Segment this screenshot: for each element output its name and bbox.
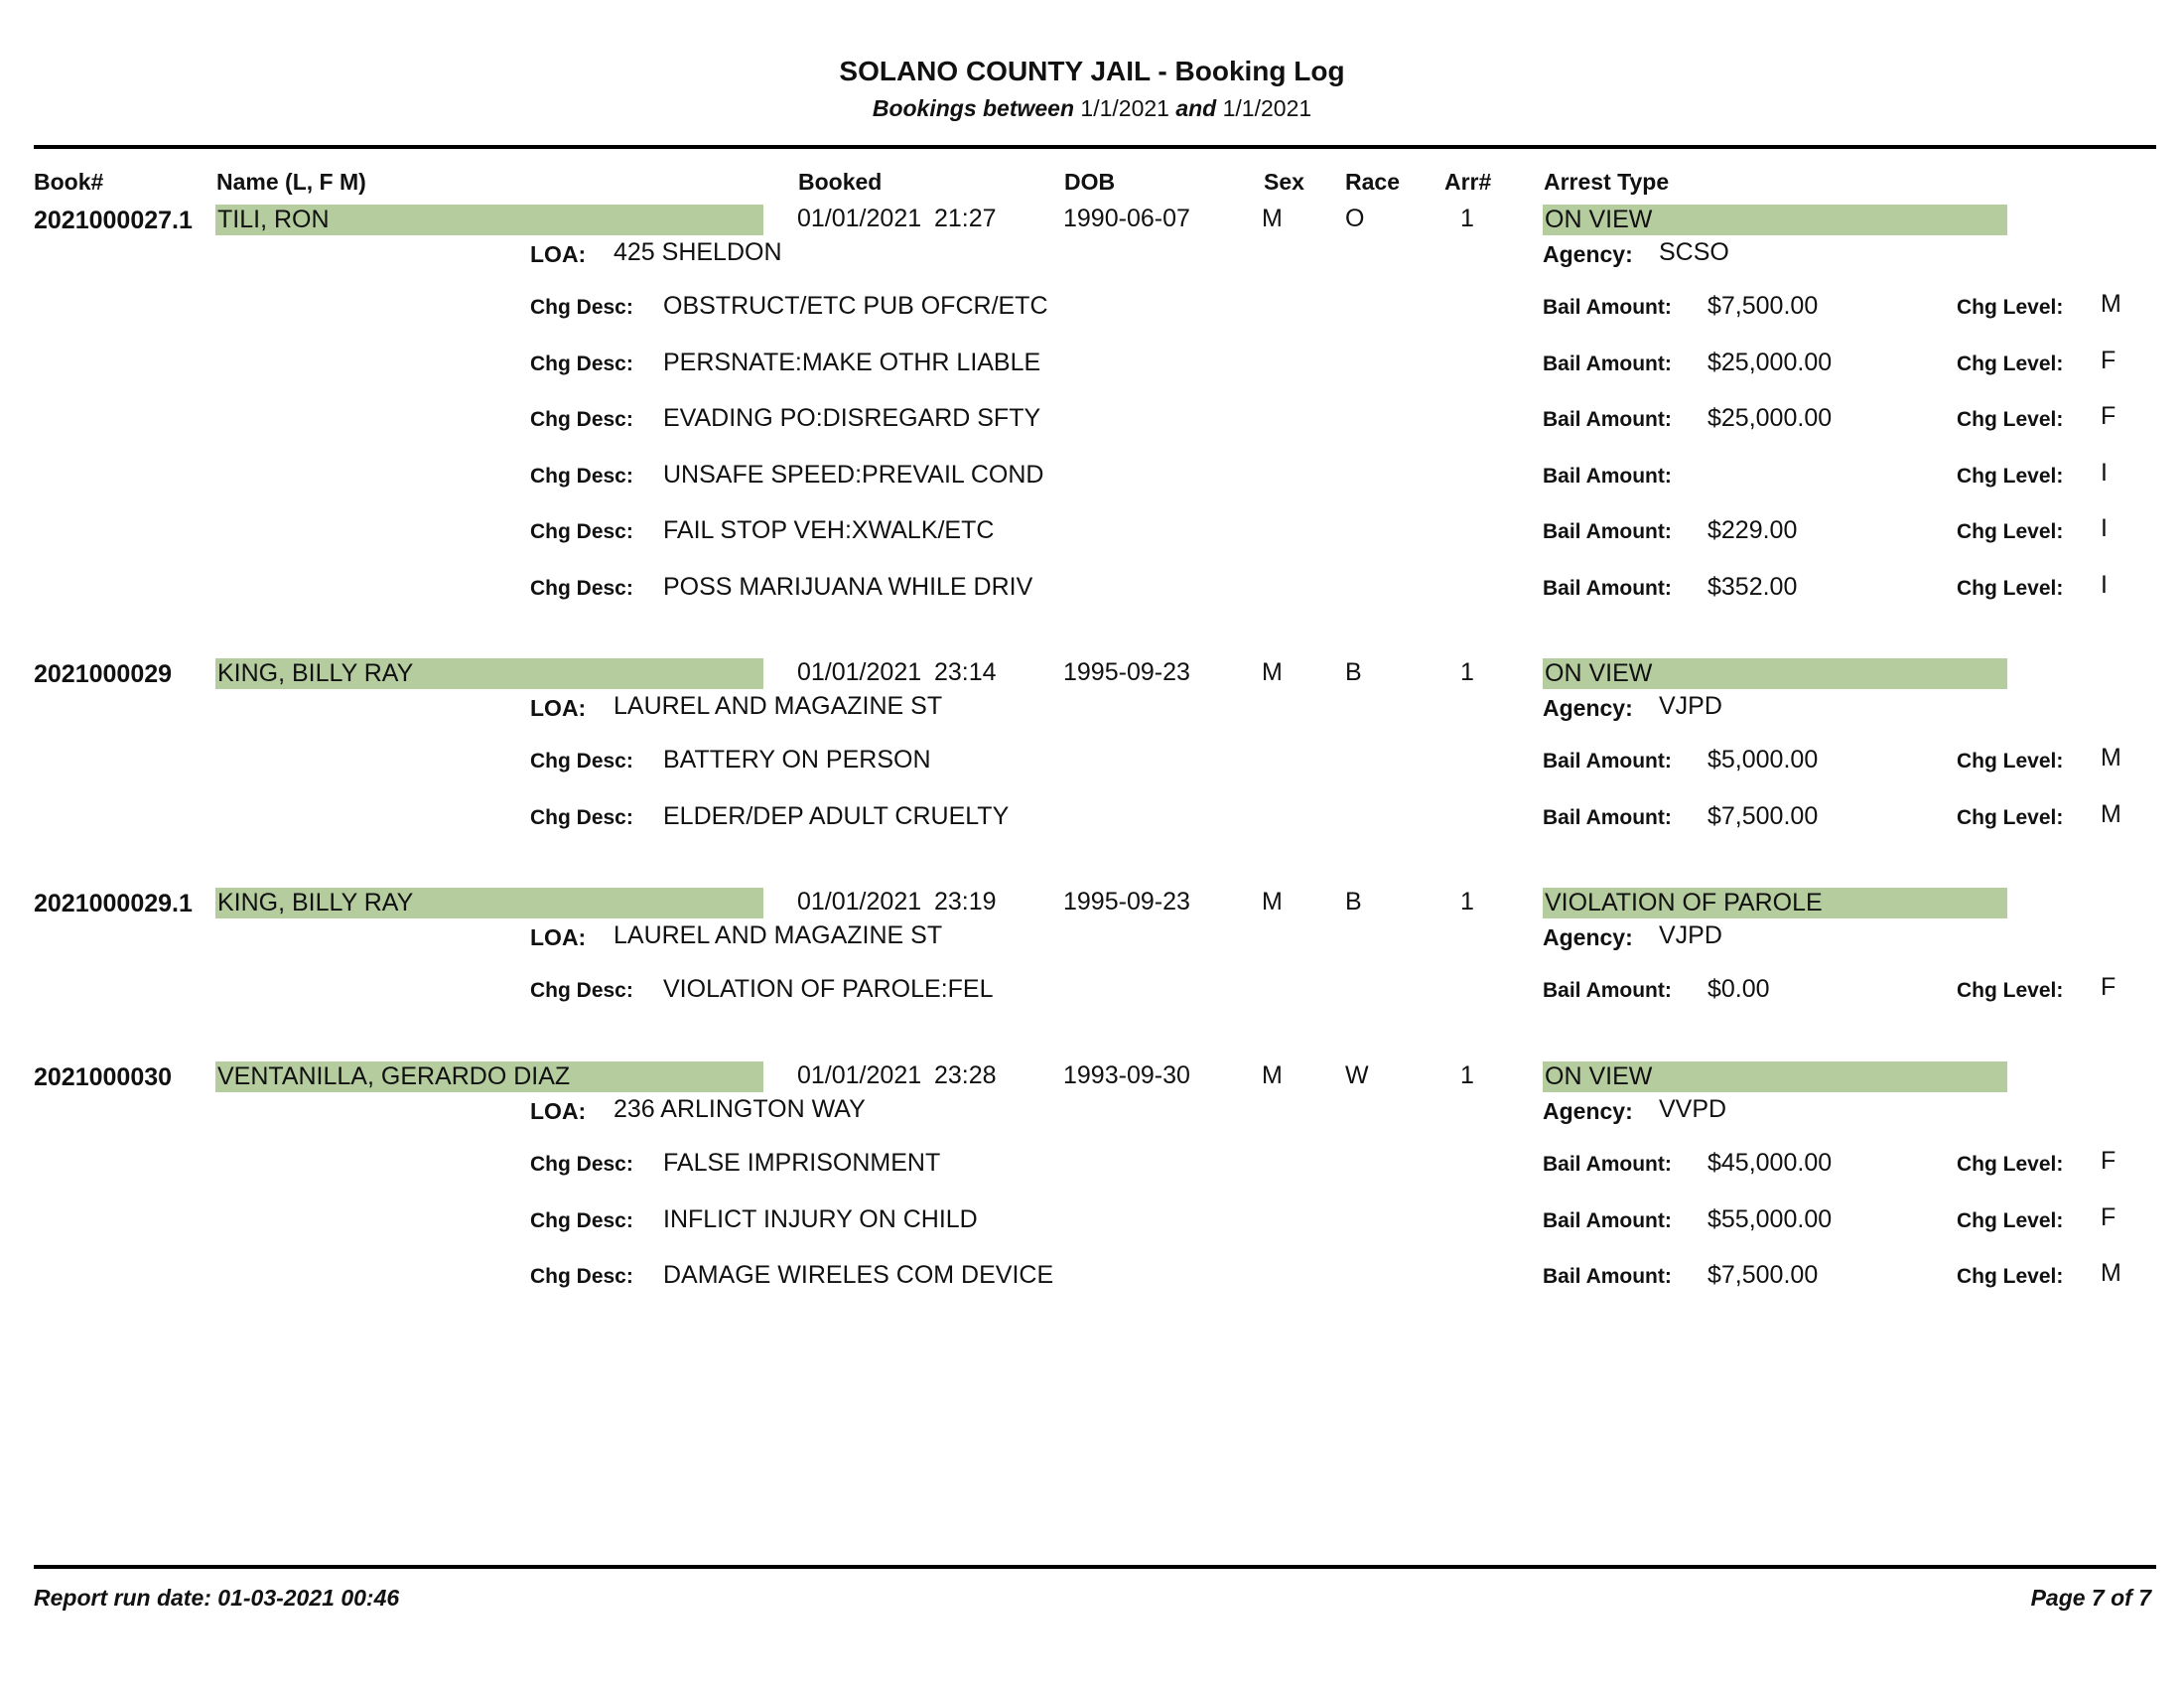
chg-level-value: M: [2101, 1259, 2121, 1287]
chg-level-label: Chg Level:: [1957, 352, 2064, 375]
bail-amount-label: Bail Amount:: [1543, 1265, 1672, 1288]
loa-value: LAUREL AND MAGAZINE ST: [614, 921, 943, 949]
bail-amount-label: Bail Amount:: [1543, 520, 1672, 543]
arrest-type: VIOLATION OF PAROLE: [1543, 888, 2007, 918]
chg-desc-label: Chg Desc:: [530, 520, 633, 543]
bail-amount-value: $25,000.00: [1707, 404, 1833, 432]
chg-desc-label: Chg Desc:: [530, 1153, 633, 1176]
loa-value: LAUREL AND MAGAZINE ST: [614, 692, 943, 720]
chg-level-value: F: [2101, 1202, 2116, 1231]
agency-label: Agency:: [1543, 924, 1633, 950]
arrest-number: 1: [1460, 205, 1474, 232]
arrest-number: 1: [1460, 888, 1474, 915]
loa-value: 236 ARLINGTON WAY: [614, 1095, 866, 1123]
col-booked: Booked: [798, 169, 883, 195]
start-date: 1/1/2021: [1080, 95, 1169, 121]
chg-desc-value: EVADING PO:DISREGARD SFTY: [663, 404, 1041, 432]
sex: M: [1262, 1061, 1283, 1089]
booked-time: 21:27: [934, 205, 997, 232]
book-number: 2021000030: [34, 1063, 173, 1091]
chg-desc-label: Chg Desc:: [530, 1265, 633, 1288]
bail-amount-value: $0.00: [1707, 975, 1770, 1003]
dob: 1995-09-23: [1063, 888, 1190, 915]
chg-level-label: Chg Level:: [1957, 408, 2064, 431]
chg-desc-value: FAIL STOP VEH:XWALK/ETC: [663, 516, 995, 544]
chg-level-label: Chg Level:: [1957, 464, 2064, 488]
race: B: [1345, 888, 1362, 915]
subtitle-and: and: [1175, 95, 1217, 121]
col-sex: Sex: [1264, 169, 1304, 195]
loa-label: LOA:: [530, 695, 587, 721]
chg-level-label: Chg Level:: [1957, 805, 2064, 829]
booked-date: 01/01/2021: [797, 888, 922, 915]
chg-desc-value: INFLICT INJURY ON CHILD: [663, 1204, 978, 1233]
bail-amount-value: $45,000.00: [1707, 1149, 1833, 1177]
chg-level-value: F: [2101, 973, 2116, 1001]
chg-desc-label: Chg Desc:: [530, 979, 633, 1002]
chg-desc-value: OBSTRUCT/ETC PUB OFCR/ETC: [663, 292, 1048, 320]
bail-amount-value: $25,000.00: [1707, 348, 1833, 376]
bail-amount-label: Bail Amount:: [1543, 576, 1672, 600]
chg-desc-value: POSS MARIJUANA WHILE DRIV: [663, 572, 1033, 601]
chg-level-value: F: [2101, 1147, 2116, 1175]
booking-name: KING, BILLY RAY: [215, 658, 763, 689]
chg-desc-value: PERSNATE:MAKE OTHR LIABLE: [663, 348, 1041, 376]
loa-value: 425 SHELDON: [614, 238, 782, 266]
bail-amount-label: Bail Amount:: [1543, 352, 1672, 375]
chg-level-label: Chg Level:: [1957, 1153, 2064, 1176]
booked-date: 01/01/2021: [797, 1061, 922, 1089]
footer-rule: [34, 1565, 2156, 1569]
booking-name: VENTANILLA, GERARDO DIAZ: [215, 1061, 763, 1092]
bail-amount-label: Bail Amount:: [1543, 979, 1672, 1002]
arrest-number: 1: [1460, 658, 1474, 686]
agency-value: VJPD: [1659, 692, 1722, 720]
bail-amount-label: Bail Amount:: [1543, 1208, 1672, 1232]
page-number: Page 7 of 7: [2030, 1585, 2151, 1611]
bail-amount-label: Bail Amount:: [1543, 805, 1672, 829]
booking-name: TILI, RON: [215, 205, 763, 235]
loa-label: LOA:: [530, 924, 587, 950]
dob: 1995-09-23: [1063, 658, 1190, 686]
chg-desc-value: ELDER/DEP ADULT CRUELTY: [663, 801, 1010, 830]
bail-amount-value: $7,500.00: [1707, 1261, 1819, 1289]
chg-desc-label: Chg Desc:: [530, 464, 633, 488]
chg-level-value: I: [2101, 570, 2108, 599]
agency-value: SCSO: [1659, 238, 1729, 266]
race: O: [1345, 205, 1365, 232]
chg-desc-label: Chg Desc:: [530, 1208, 633, 1232]
report-title: SOLANO COUNTY JAIL - Booking Log: [839, 56, 1345, 86]
col-dob: DOB: [1064, 169, 1116, 195]
chg-desc-label: Chg Desc:: [530, 750, 633, 773]
chg-level-value: M: [2101, 799, 2121, 828]
col-race: Race: [1345, 169, 1400, 195]
bail-amount-value: $229.00: [1707, 516, 1798, 544]
bail-amount-label: Bail Amount:: [1543, 750, 1672, 773]
col-arr: Arr#: [1444, 169, 1492, 195]
arrest-number: 1: [1460, 1061, 1474, 1089]
bail-amount-label: Bail Amount:: [1543, 408, 1672, 431]
agency-value: VVPD: [1659, 1095, 1727, 1123]
report-run-date: Report run date: 01-03-2021 00:46: [34, 1585, 400, 1611]
loa-label: LOA:: [530, 1098, 587, 1124]
chg-level-label: Chg Level:: [1957, 520, 2064, 543]
bail-amount-label: Bail Amount:: [1543, 1153, 1672, 1176]
bail-amount-value: $5,000.00: [1707, 746, 1819, 774]
col-name: Name (L, F M): [216, 169, 366, 195]
chg-level-label: Chg Level:: [1957, 1208, 2064, 1232]
chg-desc-label: Chg Desc:: [530, 576, 633, 600]
chg-desc-label: Chg Desc:: [530, 352, 633, 375]
chg-level-value: I: [2101, 514, 2108, 542]
col-arrest-type: Arrest Type: [1544, 169, 1670, 195]
chg-level-label: Chg Level:: [1957, 296, 2064, 319]
sex: M: [1262, 658, 1283, 686]
chg-desc-label: Chg Desc:: [530, 805, 633, 829]
booked-date: 01/01/2021: [797, 658, 922, 686]
booking-name: KING, BILLY RAY: [215, 888, 763, 918]
col-book: Book#: [34, 169, 104, 195]
bail-amount-label: Bail Amount:: [1543, 296, 1672, 319]
bail-amount-value: $55,000.00: [1707, 1204, 1833, 1233]
end-date: 1/1/2021: [1222, 95, 1312, 121]
chg-level-value: F: [2101, 346, 2116, 374]
chg-level-value: M: [2101, 290, 2121, 318]
chg-desc-value: UNSAFE SPEED:PREVAIL COND: [663, 460, 1044, 489]
arrest-type: ON VIEW: [1543, 658, 2007, 689]
agency-label: Agency:: [1543, 241, 1633, 267]
chg-level-label: Chg Level:: [1957, 1265, 2064, 1288]
chg-level-value: M: [2101, 744, 2121, 772]
book-number: 2021000029.1: [34, 890, 193, 917]
booked-time: 23:14: [934, 658, 997, 686]
subtitle-prefix: Bookings between: [872, 95, 1075, 121]
arrest-type: ON VIEW: [1543, 205, 2007, 235]
book-number: 2021000027.1: [34, 207, 193, 234]
bail-amount-value: $7,500.00: [1707, 801, 1819, 830]
sex: M: [1262, 205, 1283, 232]
dob: 1993-09-30: [1063, 1061, 1190, 1089]
race: B: [1345, 658, 1362, 686]
chg-level-value: F: [2101, 402, 2116, 430]
agency-label: Agency:: [1543, 695, 1633, 721]
agency-value: VJPD: [1659, 921, 1722, 949]
booked-date: 01/01/2021: [797, 205, 922, 232]
chg-desc-value: BATTERY ON PERSON: [663, 746, 931, 774]
chg-desc-value: VIOLATION OF PAROLE:FEL: [663, 975, 994, 1003]
chg-desc-label: Chg Desc:: [530, 296, 633, 319]
header-rule: [34, 145, 2156, 149]
bail-amount-value: $352.00: [1707, 572, 1798, 601]
chg-desc-value: DAMAGE WIRELES COM DEVICE: [663, 1261, 1054, 1289]
arrest-type: ON VIEW: [1543, 1061, 2007, 1092]
chg-desc-label: Chg Desc:: [530, 408, 633, 431]
booked-time: 23:28: [934, 1061, 997, 1089]
bail-amount-value: $7,500.00: [1707, 292, 1819, 320]
dob: 1990-06-07: [1063, 205, 1190, 232]
booked-time: 23:19: [934, 888, 997, 915]
loa-label: LOA:: [530, 241, 587, 267]
sex: M: [1262, 888, 1283, 915]
chg-level-label: Chg Level:: [1957, 576, 2064, 600]
report-subtitle: [0, 95, 2184, 122]
chg-level-value: I: [2101, 458, 2108, 487]
race: W: [1345, 1061, 1369, 1089]
book-number: 2021000029: [34, 660, 173, 688]
agency-label: Agency:: [1543, 1098, 1633, 1124]
chg-level-label: Chg Level:: [1957, 750, 2064, 773]
chg-desc-value: FALSE IMPRISONMENT: [663, 1149, 941, 1177]
bail-amount-label: Bail Amount:: [1543, 464, 1672, 488]
chg-level-label: Chg Level:: [1957, 979, 2064, 1002]
